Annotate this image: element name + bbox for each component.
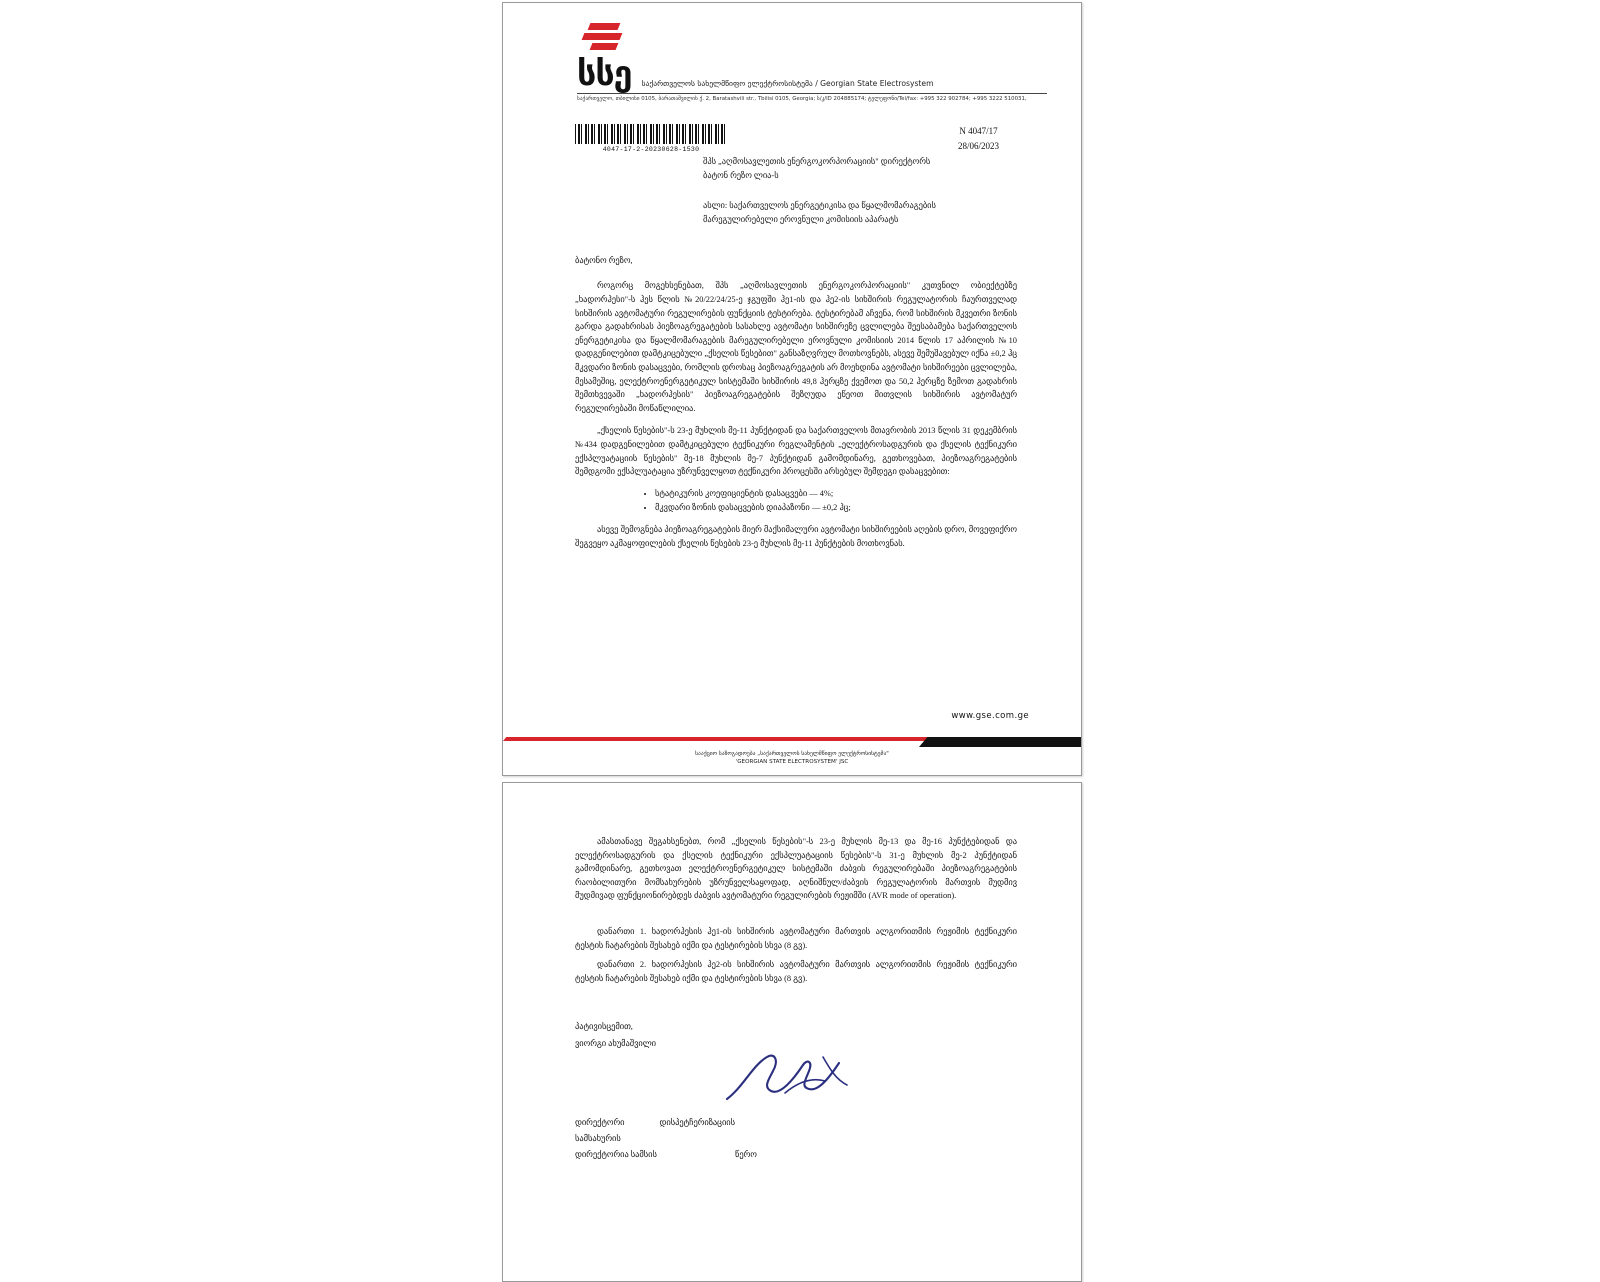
signoff-line-1: პატივისცემით, — [575, 1022, 633, 1032]
barcode-block — [575, 124, 727, 153]
signoff-line-2: ვიორგი ახუმაშვილი — [575, 1039, 657, 1049]
document-page-1 — [502, 2, 1082, 776]
body-paragraph-2: „ქსელის წესების"-ს 23-ე მუხლის მე-11 პუნქტიდან და საქართველოს მთავრობის 2013 წლის 31 დეკემბრის №434 დადგენილებით დამტკიცებული ტექნიკური რეგლამენტის „ელექტროსადგურის და ქსელის ტექნიკური ექსპლუატაციის წესების" მე-18 მუხლის მე-7 პუნქტიდან გამომდინარე, გეთხოვებათ, პიეზოაგრეგატების შემდგომი ექსპლუატაცია უზრუნველყოთ ტექნიკური პროცესში არსებულ შემდეგი დასაცვებით: — [575, 426, 1017, 477]
copy-to-line-2: მარეგულირებელი ეროვნული კომისიის აპარატს — [703, 215, 899, 225]
logo-tagline: საქართველოს სახელმწიფო ელექტროსისტემა / Georgian State Electrosystem — [641, 79, 934, 88]
requirements-list — [575, 487, 1017, 515]
footer-band — [503, 737, 1081, 747]
signature-value-2: წერო — [735, 1150, 757, 1160]
document-page-2 — [502, 782, 1082, 1282]
letter-body-page-2 — [575, 835, 1017, 1163]
signature-row — [575, 1115, 1017, 1147]
letter-body — [575, 254, 1017, 551]
addressee-line-1: შპს „აღმოსავლეთის ენერგოკორპორაციის" დირექტორს — [703, 156, 931, 166]
signature-image — [723, 1047, 853, 1105]
attachment-1: დანართი 1. ხადორჰესის ჰე1-ის სიხშირის ავტომატური მართვის ალგორითმის რეჟიმის ტექნიკური ტესტის ჩატარების შესახებ იქმი და ტესტირების სხვა (8 გვ). — [575, 927, 1017, 950]
copy-to-block — [703, 199, 1081, 228]
document-date: 28/06/2023 — [957, 141, 999, 152]
signature-title-1: დირექტორი დისპეტჩერიზაციის სამსახურის — [575, 1118, 735, 1144]
website-url[interactable]: www.gse.com.ge — [951, 711, 1029, 721]
letterhead-divider — [577, 93, 1047, 94]
footer-line-1: სააქციო საზოგადოება „საქართველოს სახელმწიფო ელექტროსისტემა" — [695, 750, 889, 757]
document-reference — [958, 124, 1037, 155]
addressee-line-2: ბატონ რეზო ლია-ს — [703, 170, 779, 180]
signature-title-2: დირექტორია სამსის — [575, 1150, 657, 1160]
list-item: • სტატიკურის კოეფიციენტის დასაცვები — 4%; — [655, 487, 1017, 501]
signature-labels — [575, 1115, 1017, 1163]
barcode-image — [575, 124, 727, 144]
signature-row — [575, 1147, 1017, 1163]
list-item: • მკვდარი ზონის დასაცვების დიაპაზონი — ±0,2 ჰც; — [655, 501, 1017, 515]
letterhead-address: საქართველო, თბილისი 0105, ბარათაშვილის ქ. 2, Baratashvili str., Tbilisi 0105, Georgia; ს/კ/ID 204885174; ტელეფონი/Tel/fax: +995 322 902784; +995 3222 510031, — [577, 96, 1027, 102]
letterhead — [503, 3, 1081, 102]
barcode-number: 4047-17-2-20230628-1530 — [602, 146, 700, 153]
footer-company-name — [503, 750, 1081, 767]
salutation: ბატონო რეზო, — [575, 255, 633, 265]
body-paragraph-1: როგორც მოგეხსენებათ, შპს „აღმოსავლეთის ენერგოკორპორაციის" კუთვნილ ობიექტებზე „ხადორჰესი"-ს ჰეს წლის №20/22/24/25-ე ჯგუფში ჰე1-ის და ჰე2-ის სიხშირის რეგულატორის ჩაურთველად სიხშირის ავტომატური რეგულირების ფუნქციის ტესტირება. ტესტირებამ აჩვენა, რომ სიხშირის მკვეთრი ზონის გარდა გადახრისას პიეზოაგრეგატების სასახლე ავტომატი სიხშირეზე ცვლილება შეესაბამება საქართველოს ენერგეტიკისა და წყალმომარაგების მარეგულირებელი ეროვნული კომისიის 2014 წლის 17 აპრილის №10 დადგენილებით დამტკიცებული „ქსელის წესებით" განსაზღვრულ მოთხოვნებს, ასევე შემუშავებულ იქნა ±0,2 ჰც მკვდარი ზონის დასაცვები, რომლის დროსაც პიეზოაგრეგატის არ მოეხდინა ავტომატი სიხშირეები ცვლილება, მესამეშიც, ელექტროენერგეტიკულ სისტემაში სიხშირის 49,8 ჰერცზე ქვემოთ და 50,2 ჰერცზე ზემოთ გადახრის შემთხვევაში „ხადორჰესის" პიეზოაგრეგატების შეზღუდა ეწეოთ მითვლის სიხშირის ავტომატურ რეგულირებაში მოწაწლილია. — [575, 281, 1017, 413]
attachment-2: დანართი 2. ხადორჰესის ჰე2-ის სიხშირის ავტომატური მართვის ალგორითმის რეჟიმის ტექნიკური ტესტის ჩატარების შესახებ იქმი და ტესტირების სხვა (8 გვ). — [575, 960, 1017, 983]
logo-wordmark: სსე — [577, 54, 632, 94]
attachments-block — [575, 925, 1017, 985]
body-paragraph-4: ამასთანავე შეგახსენებთ, რომ „ქსელის წესების"-ს 23-ე მუხლის მე-13 და მე-16 პუნქტებიდან და ელექტროსადგურის და ქსელის ტექნიკური ექსპლუატაციის წესების"-ს 31-ე მუხლის მე-2 პუნქტიდან გამომდინარე, გეთხოვათ ელექტროენერგეტიკულ სისტემაში ძაბვის რეგულირებაში პიეზოაგრეგატების რაობილითური მომსახურების უზრუნველსაყოფად, აღნიშნულ/ძაბვის რეგულატორის მართვის მუდმივ მუდმივად ფუნქციონირებდეს ძაბვის ავტომატური რეგულირების რეჟიმში (AVR mode of operation). — [575, 837, 1017, 901]
document-number: N 4047/17 — [959, 126, 998, 136]
logo-row — [547, 21, 1037, 57]
gse-logo-icon — [581, 21, 627, 55]
addressee-block — [703, 155, 1081, 184]
document-meta-row — [575, 124, 1037, 155]
body-paragraph-3: ასევე შემოგნება პიეზოაგრეგატების მიერ მაქსიმალური ავტომატი სიხშირეების აღების დრო, მოვეფიქრო შეგვეყო აკმაყოფილების ქსელის წესების 23-ე მუხლის მე-11 პუნქტების მოთხოვნას. — [575, 525, 1017, 548]
copy-to-line-1: ასლი: საქართველოს ენერგეტიკისა და წყალმომარაგების — [703, 201, 936, 211]
signature-area — [575, 1053, 1017, 1115]
footer-line-2: 'GEORGIAN STATE ELECTROSYSTEM' JSC — [735, 759, 849, 766]
